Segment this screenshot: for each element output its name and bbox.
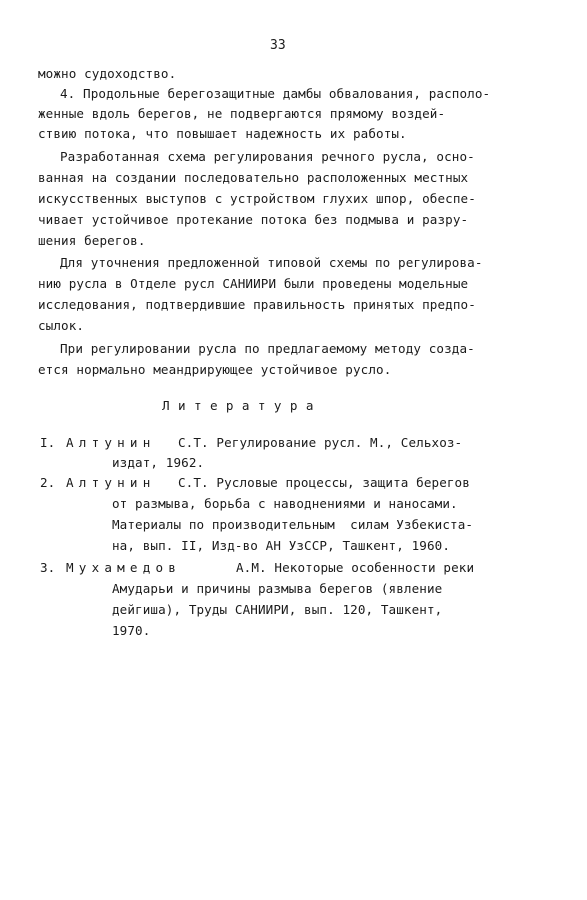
reference-line: от размыва, борьба с наводнениями и наносами. bbox=[112, 496, 458, 511]
reference-line: 1970. bbox=[112, 623, 151, 638]
paragraph-line: При регулировании русла по предлагаемому методу созда- bbox=[60, 341, 475, 356]
references-heading: Литература bbox=[162, 398, 322, 413]
paragraph-line: исследования, подтвердившие правильность принятых предпо- bbox=[38, 297, 476, 312]
reference-number: 2. bbox=[40, 475, 56, 490]
paragraph-line: ется нормально меандрирующее устойчивое русло. bbox=[38, 362, 392, 377]
reference-author: Алтунин bbox=[66, 475, 156, 490]
reference-number: 3. bbox=[40, 560, 56, 575]
paragraph-line: женные вдоль берегов, не подвергаются прямому воздей- bbox=[38, 106, 446, 121]
paragraph-line: Разработанная схема регулирования речного русла, осно- bbox=[60, 149, 475, 164]
paragraph-line: ствию потока, что повышает надежность их работы. bbox=[38, 126, 407, 141]
paragraph-line: искусственных выступов с устройством глухих шпор, обеспе- bbox=[38, 191, 476, 206]
reference-number: I. bbox=[40, 435, 56, 450]
reference-line: Амударьи и причины размыва берегов (явление bbox=[112, 581, 443, 596]
reference-author: Алтунин bbox=[66, 435, 156, 450]
page-number: 33 bbox=[270, 38, 286, 53]
reference-line: С.Т. Русловые процессы, защита берегов bbox=[178, 475, 470, 490]
paragraph-line: сылок. bbox=[38, 318, 85, 333]
reference-line: С.Т. Регулирование русл. М., Сельхоз- bbox=[178, 435, 463, 450]
paragraph-line: шения берегов. bbox=[38, 233, 146, 248]
reference-line: дейгиша), Труды САНИИРИ, вып. 120, Ташкент, bbox=[112, 602, 443, 617]
paragraph-line: 4. Продольные берегозащитные дамбы обвалования, располо- bbox=[60, 86, 491, 101]
paragraph-line: нию русла в Отделе русл САНИИРИ были проведены модельные bbox=[38, 276, 469, 291]
paragraph-line: чивает устойчивое протекание потока без подмыва и разру- bbox=[38, 212, 469, 227]
reference-line: на, вып. II, Изд-во АН УзССР, Ташкент, 1960. bbox=[112, 538, 451, 553]
reference-line: издат, 1962. bbox=[112, 455, 205, 470]
reference-line: А.М. Некоторые особенности реки bbox=[236, 560, 475, 575]
paragraph-line: можно судоходство. bbox=[38, 66, 177, 81]
reference-line: Материалы по производительным силам Узбекиста- bbox=[112, 517, 474, 532]
paragraph-line: Для уточнения предложенной типовой схемы по регулирова- bbox=[60, 255, 483, 270]
paragraph-line: ванная на создании последовательно расположенных местных bbox=[38, 170, 469, 185]
reference-author: Мухамедов bbox=[66, 560, 182, 575]
